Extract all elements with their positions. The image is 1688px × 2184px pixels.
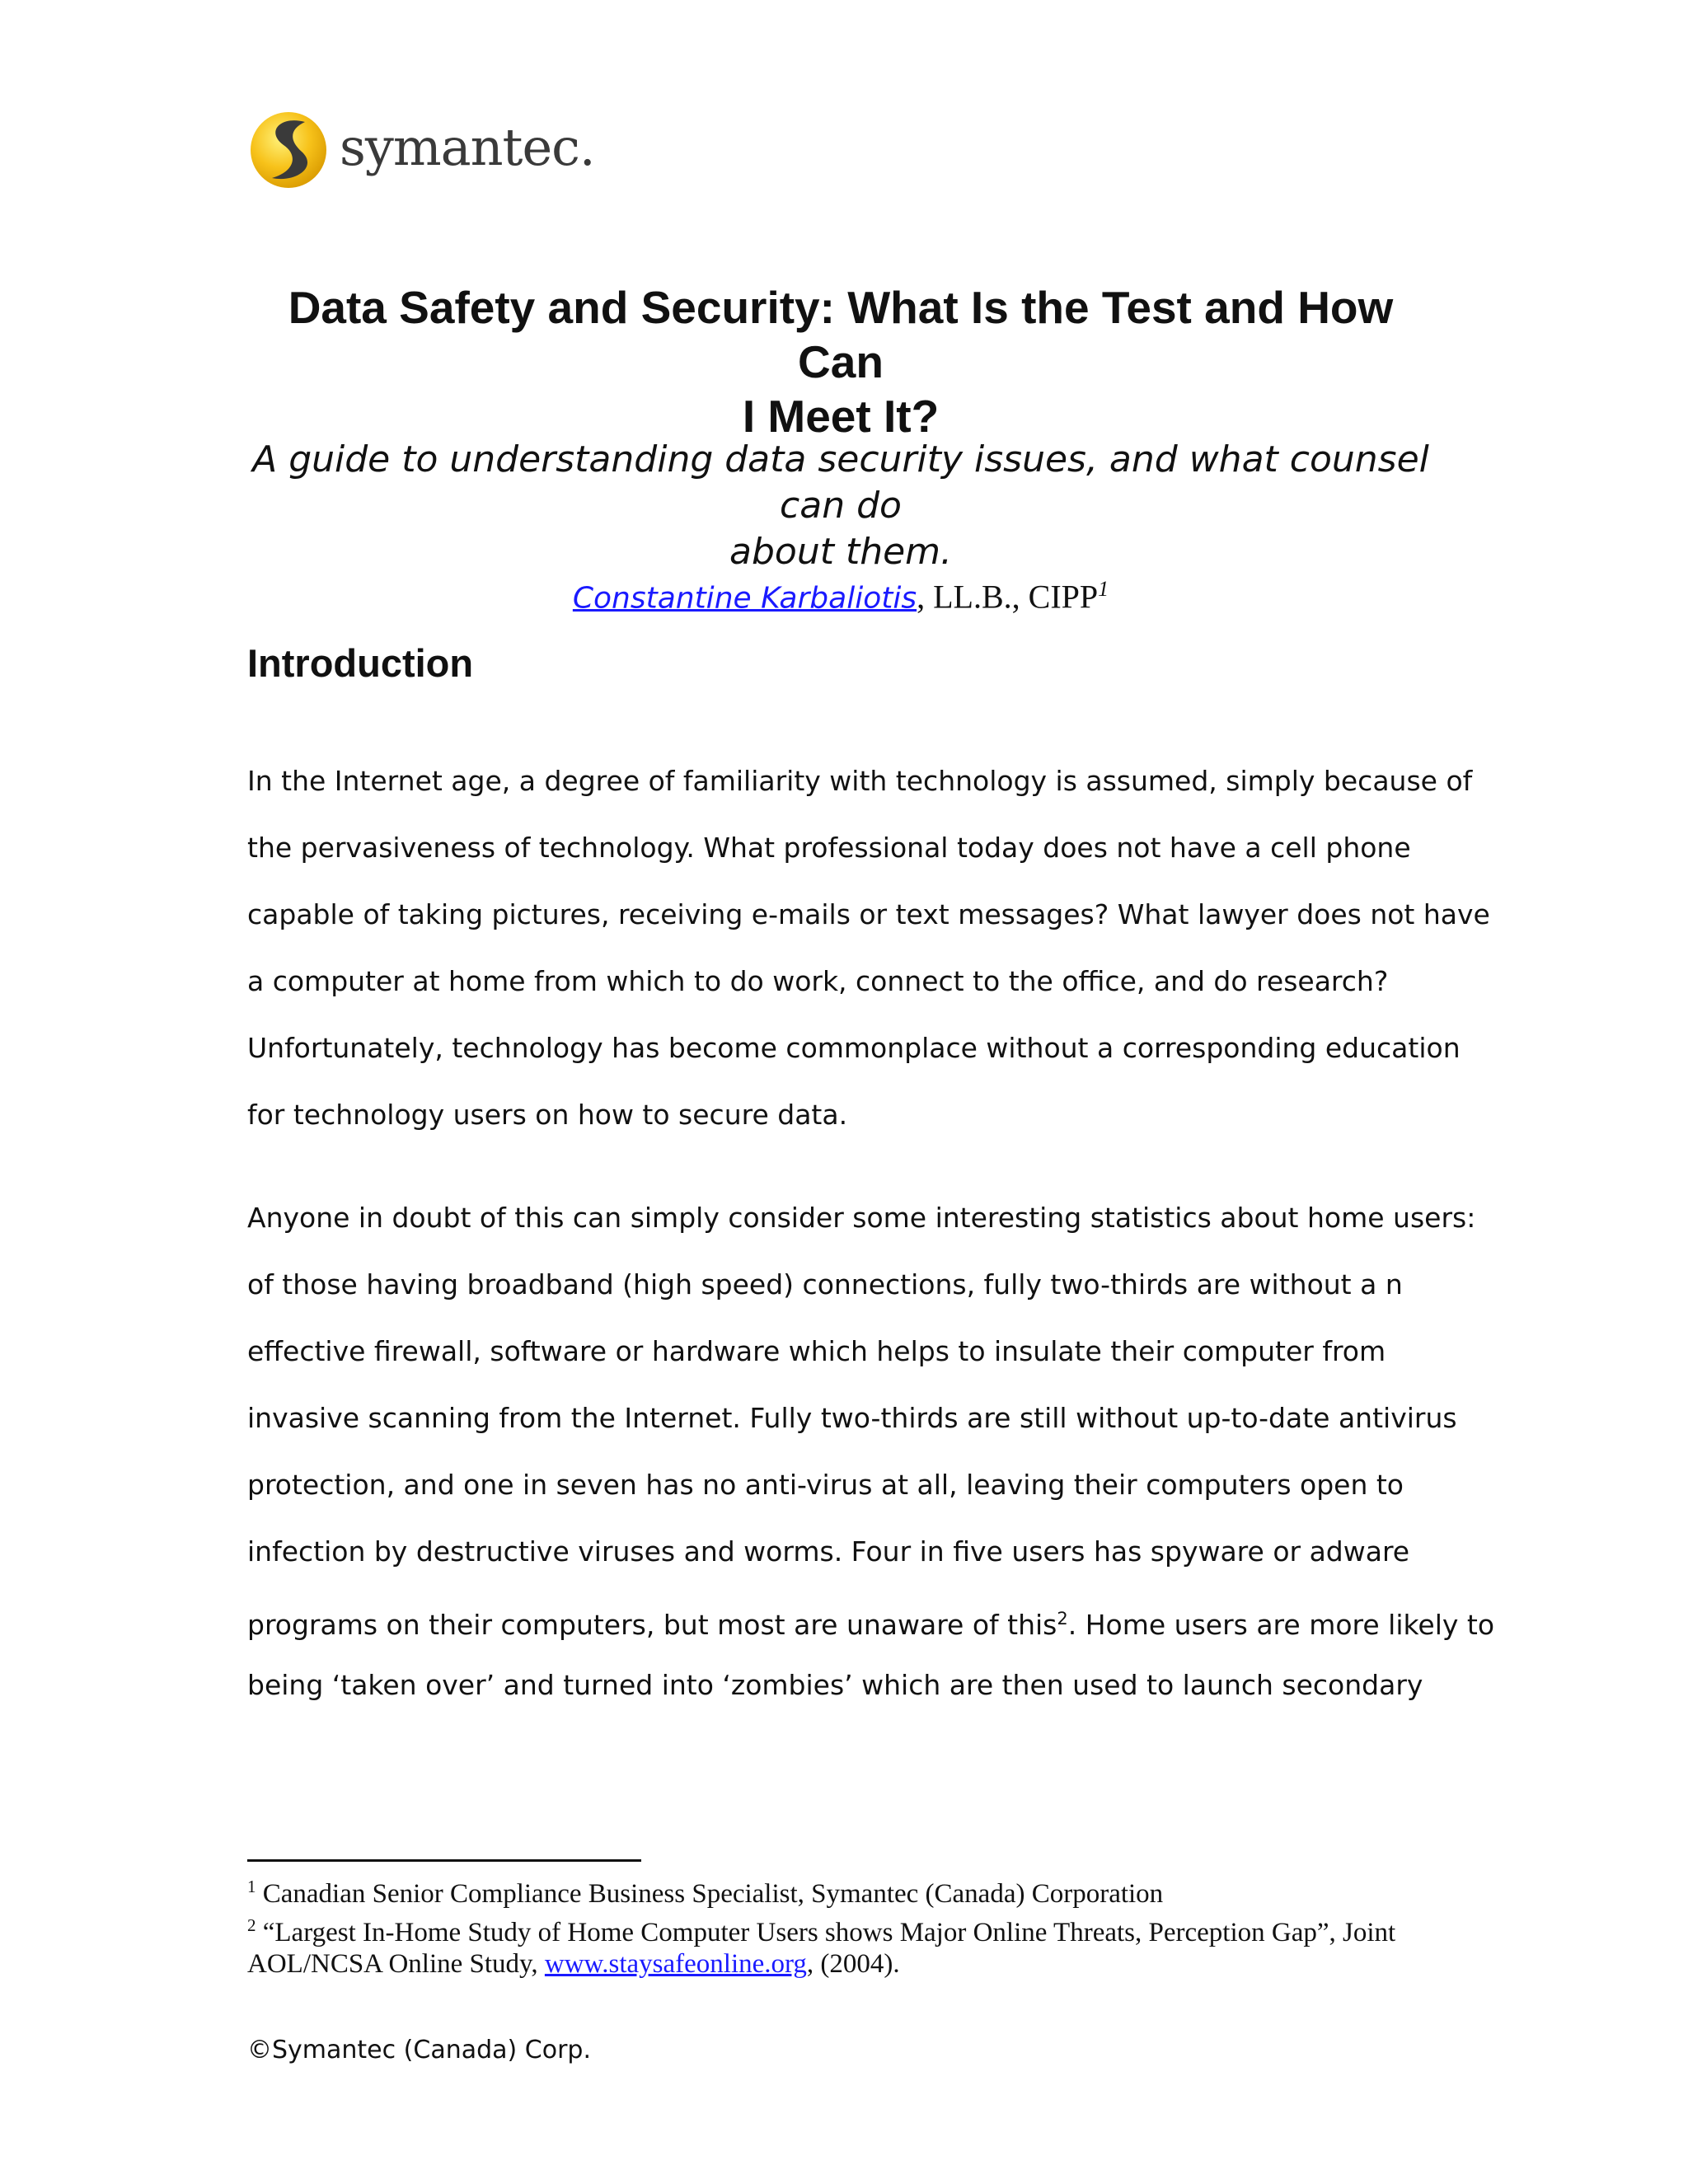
footnote-1 <box>247 1871 1451 1910</box>
byline <box>247 569 1434 619</box>
subtitle-line-1: A guide to understanding data security issues, and what counsel can do <box>252 438 1429 527</box>
author-credentials: , LL.B., CIPP <box>917 578 1099 616</box>
footnote-ref-1: 1 <box>1098 577 1109 601</box>
footnotes <box>247 1871 1451 1980</box>
paragraph-1 <box>247 757 1490 1157</box>
footnote-divider <box>247 1859 641 1862</box>
copyright-footer: ©Symantec (Canada) Corp. <box>247 2036 591 2064</box>
paragraph-line: a computer at home from which to do work, connect to the office, and do research? <box>247 965 1389 997</box>
footnote-number: 2 <box>247 1915 256 1935</box>
paragraph-line: the pervasiveness of technology. What professional today does not have a cell phone <box>247 832 1411 864</box>
paragraph-line: protection, and one in seven has no anti-virus at all, leaving their computers open to <box>247 1469 1404 1501</box>
author-link[interactable]: Constantine Karbaliotis <box>572 581 917 616</box>
footnote-2-continued <box>247 1948 1451 1980</box>
paragraph-line: effective firewall, software or hardware which helps to insulate their computer from <box>247 1335 1386 1367</box>
footnote-text: , (2004). <box>806 1949 900 1979</box>
logo-wordmark: symantec. <box>340 117 595 177</box>
paragraph-line: Anyone in doubt of this can simply consider some interesting statistics about home users: <box>247 1202 1476 1234</box>
paragraph-line: for technology users on how to secure data. <box>247 1099 848 1131</box>
symantec-swirl-icon <box>247 107 333 190</box>
paragraph-line: being ‘taken over’ and turned into ‘zombies’ which are then used to launch secondary <box>247 1669 1423 1701</box>
paragraph-line: infection by destructive viruses and worms. Four in five users has spyware or adware <box>247 1535 1410 1568</box>
subtitle-line-2: about them. <box>729 531 952 573</box>
footnote-ref-2: 2 <box>1057 1609 1068 1629</box>
paragraph-line <box>247 1594 1495 1661</box>
footnote-2 <box>247 1910 1451 1948</box>
paragraph-line: Unfortunately, technology has become commonplace without a corresponding education <box>247 1032 1461 1064</box>
paragraph-line: In the Internet age, a degree of familiarity with technology is assumed, simply because of <box>247 765 1473 797</box>
paragraph-line-text: . Home users are more likely to <box>1067 1609 1495 1641</box>
section-heading-introduction: Introduction <box>247 641 474 685</box>
title-line-1: Data Safety and Security: What Is the Test and How Can <box>288 282 1394 387</box>
staysafeonline-link[interactable]: www.staysafeonline.org <box>544 1949 807 1979</box>
document-subtitle <box>247 437 1434 575</box>
paragraph-line-text: programs on their computers, but most are unaware of this <box>247 1609 1057 1641</box>
paragraph-line: of those having broadband (high speed) connections, fully two-thirds are without a n <box>247 1268 1403 1301</box>
footnote-text: “Largest In-Home Study of Home Computer Users shows Major Online Threats, Perception Gap”, Joint <box>256 1918 1396 1947</box>
title-line-2: I Meet It? <box>742 391 940 442</box>
footnote-text: Canadian Senior Compliance Business Specialist, Symantec (Canada) Corporation <box>256 1879 1164 1909</box>
footnote-number: 1 <box>247 1877 256 1896</box>
paragraph-2 <box>247 1193 1495 1727</box>
paragraph-line: invasive scanning from the Internet. Fully two-thirds are still without up-to-date antivirus <box>247 1402 1457 1434</box>
footnote-text: AOL/NCSA Online Study, <box>247 1949 545 1979</box>
paragraph-line: capable of taking pictures, receiving e-mails or text messages? What lawyer does not have <box>247 898 1490 930</box>
symantec-logo <box>247 107 595 190</box>
document-title <box>247 280 1434 443</box>
